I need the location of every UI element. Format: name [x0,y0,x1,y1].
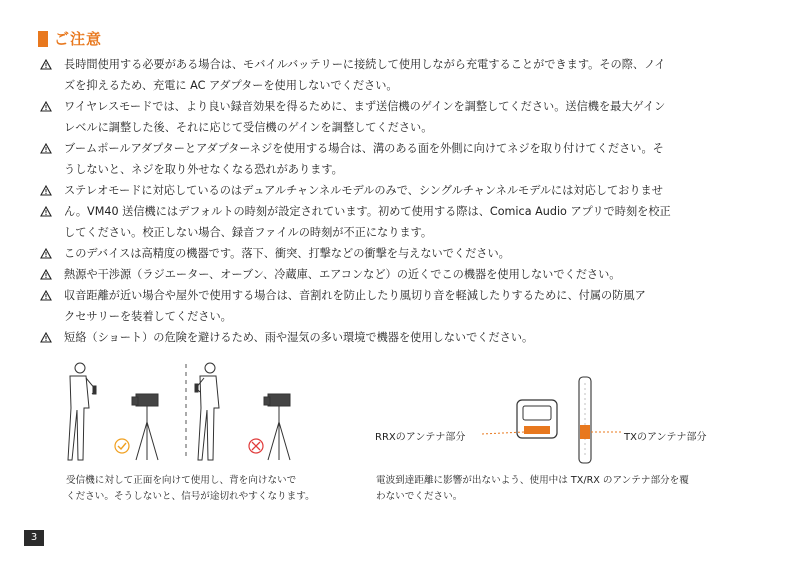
warning-icon [40,206,52,217]
note-text: ワイヤレスモードでは、より良い録音効果を得るために、まず送信機のゲインを調整してください。送信機を最大ゲイン レベルに調整した後、それに応じて受信機のゲインを調整してください。 [64,100,666,134]
note-text: このデバイスは高精度の機器です。落下、衝突、打撃などの衝撃を与えないでください。 [64,247,510,260]
warning-icon [40,143,52,154]
note-text: ステレオモードに対応しているのはデュアルチャンネルモデルのみで、シングルチャンネルモデルには対応しておりませ [64,184,663,197]
warning-icon [40,101,52,112]
note-item [40,54,730,96]
warning-icon [40,248,52,259]
note-item [40,138,730,180]
label-tx-antenna: TXのアンテナ部分 [624,432,707,443]
page-number: 3 [24,530,44,546]
caption-antenna: 電波到達距離に影響が出ないよう、使用中は TX/RX のアンテナ部分を覆 わないでください。 [376,475,689,502]
camera-tripod-figure-2 [264,394,290,460]
note-item [40,243,730,264]
section-header [38,28,102,49]
warning-icon [40,290,52,301]
transmitter-device [579,377,591,463]
note-item [40,180,730,201]
note-text: ブームポールアダプターとアダプターネジを使用する場合は、溝のある面を外側に向けてネジを取り付けてください。そ うしないと、ネジを取り外せなくなる恐れがあります。 [64,142,664,176]
warning-icon [40,185,52,196]
note-item [40,264,730,285]
orientation-illustration [62,360,312,465]
ok-check-icon [115,439,129,453]
camera-tripod-figure [132,394,158,460]
note-text: 収音距離が近い場合や屋外で使用する場合は、音割れを防止したり風切り音を軽減したりするために、付属の防風ア クセサリーを装着してください。 [64,289,646,323]
note-item [40,285,730,327]
note-item [40,327,730,348]
note-item [40,96,730,138]
warning-icon [40,269,52,280]
person-backing-figure [195,363,219,460]
warning-icon [40,332,52,343]
section-title: ご注意 [54,30,103,48]
note-text: 長時間使用する必要がある場合は、モバイルバッテリーに接続して使用しながら充電することができます。その際、ノイ ズを抑えるため、充電に AC アダプターを使用しないでください。 [64,58,666,92]
title-accent-bar [38,31,48,47]
notes-list [40,54,730,348]
caption-orientation: 受信機に対して正面を向けて使用し、背を向けないで ください。そうしないと、信号が途切れやすくなります。 [66,475,315,502]
note-text: 熱源や干渉源（ラジエーター、オーブン、冷蔵庫、エアコンなど）の近くでこの機器を使用しないでください。 [64,268,621,281]
ng-cross-icon [249,439,263,453]
note-item [40,201,730,243]
person-facing-figure [68,363,96,460]
label-rrx-antenna: RRXのアンテナ部分 [375,432,466,443]
note-text: 短絡（ショート）の危険を避けるため、雨や湿気の多い環境で機器を使用しないでください。 [64,331,534,344]
antenna-illustration [372,375,722,465]
warning-icon [40,59,52,70]
note-text: ん。VM40 送信機にはデフォルトの時刻が設定されています。初めて使用する際は、Comica Audio アプリで時刻を校正 してください。校正しない場合、録音ファイルの時刻が不正になります。 [64,205,671,239]
